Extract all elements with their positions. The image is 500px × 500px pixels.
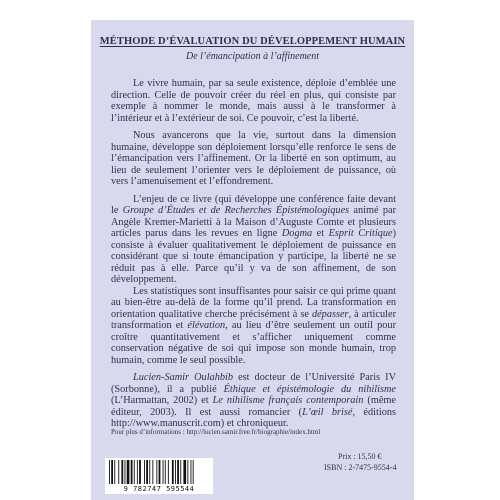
isbn: ISBN : 2-7475-9554-4 xyxy=(324,463,397,472)
italic-run: L’œil brisé xyxy=(302,406,353,418)
info-line: Pour plus d’informations : http://lucien.samir.free.fr/biographie/index.html xyxy=(111,428,321,436)
text-run: Les statistiques sont insuffisantes pour saisir ce qui prime quant au bien-être au-delà de la forme qu’il prend. La transformation en orientation qualitative cherche précisément à se xyxy=(111,285,396,320)
book-title: MÉTHODE D’ÉVALUATION DU DÉVELOPPEMENT HUMAIN xyxy=(99,36,406,47)
book-back-cover xyxy=(91,20,414,500)
blurb-paragraph-2: Nous avancerons que la vie, surtout dans la dimension humaine, développe son déploiement lorsqu’elle renforce le sens de l’émancipation vers l’affinement. Or la liberté en son optimum, au lieu de seulement l’orienter vers le déploiement de puissance, où vers l’amenuisement et l’effondrement. xyxy=(111,130,396,187)
text-run: animé par Angèle Kremer-Marietti à la Maison d’Auguste Comte et plusieurs articles parus dans les revues en ligne xyxy=(111,205,396,239)
text-run: ) consiste à évaluer qualitativement le déploiement de puissance en considérant que si toute émancipation y participe, la liberté ne se réduit pas à elle. Parce qu’il y va de son affinement, de son développement. xyxy=(111,228,396,285)
italic-run: dépasser xyxy=(311,308,349,320)
italic-run: Le nihilisme français contemporain xyxy=(212,395,364,406)
italic-run: Esprit Critique xyxy=(328,228,393,239)
text-run: , éditions http://www.manuscrit.com) et chroniqueur. xyxy=(111,406,397,429)
italic-run: Groupe d’Études et de Recherches Épistémologiques xyxy=(122,205,350,216)
book-subtitle: De l’émancipation à l’affinement xyxy=(185,51,320,62)
price: Prix : 15,50 € xyxy=(338,452,382,461)
italic-run: élévation xyxy=(187,320,226,331)
author-bio xyxy=(111,372,396,430)
author-name: Lucien-Samir Oulahbib xyxy=(133,372,234,383)
blurb-text xyxy=(111,78,396,436)
text-run: (même éditeur, 2003). Il est aussi romancier ( xyxy=(111,395,396,418)
text-run: est docteur de l’Université Paris IV (Sorbonne), il a publié xyxy=(111,372,396,395)
text-run: et xyxy=(312,228,329,239)
italic-run: Éthique et épistémologie du nihilisme xyxy=(223,383,396,395)
barcode-bars-icon xyxy=(109,460,209,484)
italic-run: Dogma xyxy=(281,228,313,239)
text-run: , au lieu d’être seulement un outil pour croître quantitativement et s’afficher uniquement comme conservation négative de soi qui impose son monde humain, trop humain, comme le seul possible. xyxy=(111,320,396,366)
text-run: L’enjeu de ce livre (qui développe une conférence faite devant le xyxy=(111,193,396,216)
text-run: , à articuler transformation et xyxy=(111,308,396,331)
barcode-number: 9 782747 595544 xyxy=(123,485,195,493)
blurb-paragraph-4 xyxy=(111,286,396,367)
barcode xyxy=(105,458,213,494)
blurb-paragraph-1: Le vivre humain, par sa seule existence, déploie d’emblée une direction. Celle de pouvoir créer du réel en plus, qui consiste par exemple à nommer le monde, mais aussi à le transformer à l’intérieur et à l’extérieur de soi. Ce pouvoir, c’est la liberté. xyxy=(111,78,396,124)
blurb-paragraph-3 xyxy=(111,194,396,286)
text-run: (L’Harmattan, 2002) et xyxy=(111,395,213,406)
